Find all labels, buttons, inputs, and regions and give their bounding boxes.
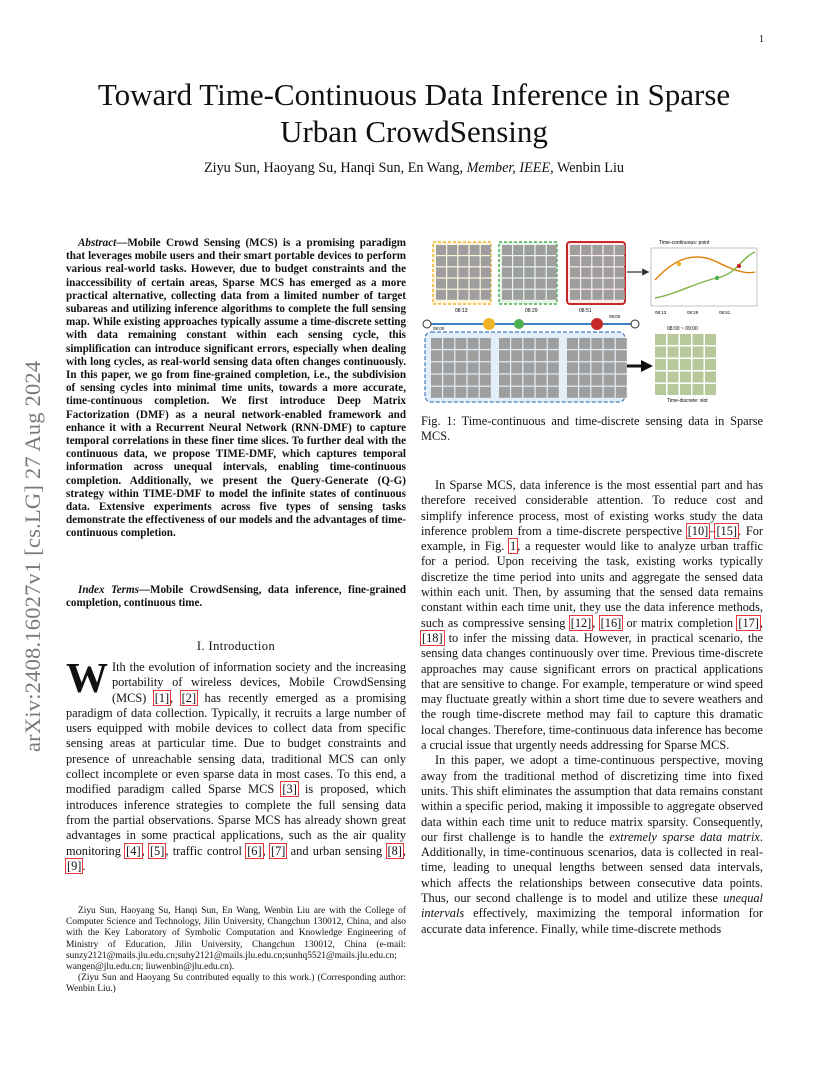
grid-cell <box>458 290 468 300</box>
grid-cell <box>480 350 491 361</box>
grid-cell <box>604 350 615 361</box>
grid-cell <box>536 362 547 373</box>
grid-cell <box>436 267 446 277</box>
grid-cell <box>604 256 614 266</box>
arxiv-identifier: arXiv:2408.16027v1 [cs.LG] 27 Aug 2024 <box>20 360 45 752</box>
grid-cell <box>604 290 614 300</box>
grid-cell <box>680 372 691 383</box>
grid-cell <box>680 384 691 395</box>
grid-cell <box>499 375 510 386</box>
grid-cell <box>447 256 457 266</box>
grid-cell <box>524 279 534 289</box>
grid-cell <box>668 334 679 345</box>
grid-cell <box>680 347 691 358</box>
grid-cell <box>470 245 480 255</box>
grid-cell <box>655 359 666 370</box>
grid-cell <box>523 350 534 361</box>
drop-cap: W <box>66 656 108 702</box>
index-terms-text: —Mobile CrowdSensing, data inference, fine-grained completion, continuous time. <box>66 584 406 610</box>
citation-link[interactable]: [9] <box>67 858 82 873</box>
footnote-affiliation: Ziyu Sun, Haoyang Su, Hanqi Sun, En Wang, Wenbin Liu are with the College of Computer Science and Technology, Jilin University, Changchun 130012, China, and also with the Key Laboratory of Symbolic Computation and Knowledge Engineering of Ministry of Education, Jilin University, Changchun 130012, China (e-mail: sunzy2121@mails.jlu.edu.cn;suhy2121@mails.jlu.edu.cn;sunhq5521@mails.jlu.edu.cn; wangen@jlu.edu.cn; liuwenbin@jlu.edu.cn). <box>66 906 406 973</box>
grid-cell <box>536 245 546 255</box>
index-terms-lead: Index Terms <box>78 584 139 596</box>
grid-cell <box>455 387 466 398</box>
grid-cell <box>524 290 534 300</box>
grid-cell <box>536 375 547 386</box>
grid-cell <box>436 245 446 255</box>
grid-cell <box>581 267 591 277</box>
citation-link[interactable]: [8] <box>387 843 402 858</box>
grid-cell <box>615 256 625 266</box>
range-label: 08:00 ~ 09:00 <box>667 326 698 332</box>
grid-cell <box>548 387 559 398</box>
grid-cell <box>468 387 479 398</box>
grid-cell <box>443 387 454 398</box>
grid-cell <box>499 338 510 349</box>
grid-cell <box>431 338 442 349</box>
grid-cell <box>431 375 442 386</box>
grid-cell <box>511 362 522 373</box>
grid-cell <box>615 290 625 300</box>
grid-cell <box>536 350 547 361</box>
text-run: , <box>262 843 270 858</box>
grid-cell <box>502 267 512 277</box>
grid-cell <box>604 387 615 398</box>
text-run: . <box>82 858 86 873</box>
grid-cell <box>513 279 523 289</box>
grid-cell <box>443 362 454 373</box>
grid-cell <box>591 387 602 398</box>
grid-cell <box>480 338 491 349</box>
grid-cell <box>579 338 590 349</box>
grid-cell <box>481 267 491 277</box>
grid-cell <box>570 256 580 266</box>
grid-cell <box>458 267 468 277</box>
grid-cell <box>481 245 491 255</box>
grid-cell <box>592 267 602 277</box>
grid-cell <box>705 359 716 370</box>
paragraph-sparse-mcs <box>421 478 763 753</box>
clock-end-icon <box>631 320 639 328</box>
grid-cell <box>470 279 480 289</box>
text-run: In Sparse MCS, data inference is the most essential part and has therefore received considerable attention. To reduce cost and simplify inference process, most of existing works study the data inference problem from a time-discrete perspective <box>421 478 763 538</box>
grid-cell <box>567 350 578 361</box>
grid-cell <box>458 279 468 289</box>
grid-cell <box>570 267 580 277</box>
citation-link[interactable]: [15] <box>716 523 738 538</box>
grid-cell <box>615 279 625 289</box>
text-run: , traffic control <box>165 843 247 858</box>
grid-cell <box>693 334 704 345</box>
grid-cell <box>581 245 591 255</box>
grid-cell <box>592 279 602 289</box>
citation-link[interactable]: [1] <box>154 690 170 705</box>
grid-cell <box>668 372 679 383</box>
grid-cell <box>536 338 547 349</box>
grid-cell <box>513 256 523 266</box>
grid-cell <box>548 338 559 349</box>
text-run: Ith the evolution of information society and the increasing portability of wireless devices, Mobile CrowdSensing (MCS) <box>112 660 406 705</box>
continuous-label: Time-continuous: point <box>659 240 710 246</box>
grid-cell <box>579 362 590 373</box>
grid-cell <box>523 375 534 386</box>
time-label-0851: 08:51 <box>579 308 592 314</box>
axis-start-label: 08:00 <box>433 326 445 331</box>
event-marker-red <box>591 318 603 330</box>
author-list <box>60 160 768 177</box>
text-run: , <box>141 843 149 858</box>
grid-cell <box>524 267 534 277</box>
grid-cell <box>470 290 480 300</box>
grid-cell <box>668 347 679 358</box>
grid-cell <box>548 350 559 361</box>
citation-link[interactable]: [2] <box>181 690 197 705</box>
grid-cell <box>615 267 625 277</box>
text-run: , <box>170 690 181 705</box>
grid-cell <box>481 256 491 266</box>
citation-link[interactable]: [3] <box>282 782 297 797</box>
grid-cell <box>499 387 510 398</box>
grid-cell <box>567 375 578 386</box>
grid-cell <box>455 338 466 349</box>
grid-cell <box>579 387 590 398</box>
grid-cell <box>547 267 557 277</box>
grid-cell <box>502 290 512 300</box>
text-run: . For example, in Fig. <box>421 523 764 554</box>
grid-cell <box>680 359 691 370</box>
grid-cell <box>436 256 446 266</box>
time-label-0813: 08:13 <box>455 308 468 314</box>
grid-cell <box>524 245 534 255</box>
grid-cell <box>548 375 559 386</box>
grid-cell <box>693 384 704 395</box>
grid-cell <box>693 372 704 383</box>
grid-cell <box>693 359 704 370</box>
grid-cell <box>655 384 666 395</box>
event-marker-green <box>514 319 524 329</box>
text-run: – <box>709 523 716 538</box>
citation-link[interactable]: [5] <box>149 843 165 858</box>
author-names-end: Wenbin Liu <box>553 160 625 176</box>
grid-cell <box>511 387 522 398</box>
grid-cell <box>481 290 491 300</box>
grid-cell <box>680 334 691 345</box>
index-terms <box>66 584 406 611</box>
text-run: , <box>592 615 600 630</box>
grid-cell <box>547 290 557 300</box>
citation-link[interactable]: [18] <box>422 630 443 645</box>
citation-link[interactable]: [4] <box>126 843 141 858</box>
grid-cell <box>604 267 614 277</box>
grid-cell <box>604 279 614 289</box>
page-number: 1 <box>759 34 764 45</box>
text-run: has recently emerged as a promising paradigm of data collection. Typically, it recruits a large number of users equipped with mobile devices to collect data from specific sensing areas at particular time. Due to budget constraints and presence of unreachable sensing data, traditional MCS can only collect incomplete or even sparse data in most cases. To this end, a modified paradigm called Sparse MCS <box>66 690 406 797</box>
grid-cell <box>655 334 666 345</box>
citation-link[interactable]: [12] <box>570 615 592 630</box>
grid-cell <box>579 375 590 386</box>
footnote <box>66 906 406 996</box>
point-marker <box>737 264 741 268</box>
grid-cell <box>616 350 627 361</box>
grid-cell <box>447 267 457 277</box>
grid-cell <box>581 290 591 300</box>
grid-cell <box>436 290 446 300</box>
grid-cell <box>616 338 627 349</box>
grid-cell <box>511 350 522 361</box>
grid-cell <box>470 267 480 277</box>
grid-cell <box>480 362 491 373</box>
grid-cell <box>523 362 534 373</box>
chart-time-0813: 08:13 <box>655 310 667 315</box>
citation-link[interactable]: 1 <box>510 539 517 554</box>
grid-cell <box>502 256 512 266</box>
section-heading-introduction: I. Introduction <box>196 639 276 653</box>
citation-link[interactable]: [6] <box>247 843 262 858</box>
grid-cell <box>468 362 479 373</box>
footnote-note: (Ziyu Sun and Haoyang Su contributed equally to this work.) (Corresponding author: Wenbin Liu.) <box>66 973 406 995</box>
citation-link[interactable]: [17] <box>738 615 759 630</box>
grid-cell <box>570 279 580 289</box>
time-label-0829: 08:29 <box>525 308 538 314</box>
p2-start: In this paper, we adopt a time-continuous perspective, moving away from the traditional method of discretizing time into fixed units. This shift eliminates the assumption that data remains constant within a specific period, making it impossible to aggregate observed data within each time unit to reduce matrix sparsity. Consequently, our first challenge is to handle the <box>421 753 763 844</box>
discrete-label: Time-discrete: slot <box>667 398 708 404</box>
grid-cell <box>455 375 466 386</box>
grid-cell <box>443 375 454 386</box>
grid-cell <box>536 387 547 398</box>
grid-cell <box>547 245 557 255</box>
grid-cell <box>436 279 446 289</box>
grid-cell <box>447 290 457 300</box>
grid-cell <box>447 245 457 255</box>
p2-emphasis-sparse: extremely sparse data matrix <box>609 829 760 844</box>
citation-link[interactable]: [7] <box>270 843 286 858</box>
grid-cell <box>570 290 580 300</box>
grid-cell <box>502 245 512 255</box>
grid-cell <box>604 375 615 386</box>
grid-cell <box>455 350 466 361</box>
axis-end-label: 09:00 <box>609 314 621 319</box>
grid-cell <box>523 338 534 349</box>
figure-1 <box>421 238 763 408</box>
grid-cell <box>655 372 666 383</box>
grid-cell <box>616 387 627 398</box>
grid-cell <box>567 362 578 373</box>
grid-cell <box>443 338 454 349</box>
text-run: to infer the missing data. However, in practical scenario, the sensing data changes continuously over time. Previous time-discrete approaches may cause significant errors on practical applications that are sensitive to change. For example, temperature or wind speed may fluctuate greatly within a short time due to severe weathers and the rough time-discrete method may fail to capture this dramatic local changes. Therefore, time-continuous data inference has become a crucial issue that urgently needs addressing for Sparse MCS. <box>421 630 763 753</box>
abstract-text: —Mobile Crowd Sensing (MCS) is a promising paradigm that leverages mobile users and their smart portable devices to perform various real-world tasks. However, due to budget constraints and the inaccessibility of certain areas, Sparse MCS has emerged as a more practical alternative, collecting data from a limited number of target subareas and utilizing inference algorithms to complete the full sensing map. While existing approaches typically assume a time-discrete setting with data remaining constant within each sensing cycle, this simplification can introduce significant errors, especially when dealing with long cycles, as real-world sensing data often changes continuously. In this paper, we go from fine-grained completion, i.e., the subdivision of sensing cycles into minimal time units, towards a more accurate, time-continuous completion. We first introduce Deep Matrix Factorization (DMF) as a neural network-enabled framework and enhance it with a Recurrent Neural Network (RNN-DMF) to capture temporal correlations in these finer time slices. To further deal with the continuous data, we propose TIME-DMF, which captures temporal information across unequal intervals, enabling time-continuous completion. Additionally, we present the Query-Generate (Q-G) strategy within TIME-DMF to model the infinite states of continuous data. Extensive experiments across five types of sensing tasks demonstrate the effectiveness of our models and the advantages of time-continuous completion. <box>66 237 406 540</box>
grid-cell <box>705 334 716 345</box>
grid-cell <box>480 387 491 398</box>
grid-cell <box>547 256 557 266</box>
grid-cell <box>592 256 602 266</box>
grid-cell <box>481 279 491 289</box>
grid-cell <box>591 350 602 361</box>
grid-cell <box>458 256 468 266</box>
grid-cell <box>655 347 666 358</box>
grid-cell <box>591 338 602 349</box>
grid-cell <box>455 362 466 373</box>
chart-time-0851: 08:51 <box>719 310 731 315</box>
grid-cell <box>615 245 625 255</box>
figure-caption <box>421 414 763 445</box>
grid-cell <box>524 256 534 266</box>
clock-start-icon <box>423 320 431 328</box>
grid-cell <box>591 375 602 386</box>
grid-cell <box>592 290 602 300</box>
author-names-start: Ziyu Sun, Haoyang Su, Hanqi Sun, En Wang, <box>203 160 467 176</box>
grid-cell <box>604 362 615 373</box>
grid-cell <box>458 245 468 255</box>
grid-cell <box>616 362 627 373</box>
grid-cell <box>523 387 534 398</box>
text-run: and urban sensing <box>286 843 387 858</box>
introduction-paragraph <box>66 656 407 874</box>
grid-cell <box>604 338 615 349</box>
paragraph-this-paper <box>421 753 763 937</box>
grid-cell <box>511 338 522 349</box>
grid-cell <box>511 375 522 386</box>
grid-cell <box>705 347 716 358</box>
citation-link[interactable]: [10] <box>687 523 709 538</box>
grid-cell <box>592 245 602 255</box>
chart-time-0829: 08:29 <box>687 310 699 315</box>
author-membership: Member, IEEE, <box>466 160 554 176</box>
grid-cell <box>447 279 457 289</box>
grid-cell <box>567 387 578 398</box>
grid-cell <box>570 245 580 255</box>
grid-cell <box>431 362 442 373</box>
text-run: , <box>402 843 406 858</box>
grid-cell <box>468 338 479 349</box>
grid-cell <box>604 245 614 255</box>
grid-cell <box>431 350 442 361</box>
grid-cell <box>581 279 591 289</box>
text-run: is proposed, which introduces inference strategies to complete the full sensing data from the partial observations. Sparse MCS has already shown great advantages in some practical applications, such as the air quality monitoring <box>66 782 407 858</box>
text-run: or matrix completion <box>622 615 738 630</box>
grid-cell <box>513 290 523 300</box>
grid-cell <box>548 362 559 373</box>
figure-1-illustration <box>421 238 763 408</box>
grid-cell <box>443 350 454 361</box>
p2-emphasis-intervals: unequal intervals <box>421 891 763 921</box>
abstract-lead: Abstract <box>78 237 117 249</box>
grid-cell <box>705 384 716 395</box>
event-marker-yellow <box>483 318 495 330</box>
figure-caption-text: Fig. 1: Time-continuous and time-discrete sensing data in Sparse MCS. <box>421 414 763 444</box>
text-run: , <box>759 615 764 630</box>
grid-cell <box>536 279 546 289</box>
p2-end: effectively, maximizing the temporal information for accurate data inference. Finally, while time-discrete methods <box>421 906 763 936</box>
grid-cell <box>470 256 480 266</box>
grid-cell <box>502 279 512 289</box>
p2-middle: . Additionally, in time-continuous scenarios, data is collected in real-time, leading to unequal lengths between sensed data intervals, which affects the relationships between consecutive data points. Thus, our second challenge is to model and utilize these <box>421 829 763 906</box>
grid-cell <box>567 338 578 349</box>
grid-cell <box>431 387 442 398</box>
grid-cell <box>499 350 510 361</box>
continuous-chart-frame <box>651 248 757 306</box>
grid-cell <box>547 279 557 289</box>
grid-cell <box>579 350 590 361</box>
paper-title: Toward Time-Continuous Data Inference in Sparse Urban CrowdSensing <box>97 77 731 149</box>
grid-cell <box>499 362 510 373</box>
point-marker <box>715 276 719 280</box>
grid-cell <box>468 350 479 361</box>
grid-cell <box>513 267 523 277</box>
grid-cell <box>591 362 602 373</box>
abstract <box>66 237 406 541</box>
grid-cell <box>536 267 546 277</box>
grid-cell <box>668 384 679 395</box>
grid-cell <box>536 256 546 266</box>
right-column-body <box>421 478 763 937</box>
grid-cell <box>468 375 479 386</box>
grid-cell <box>513 245 523 255</box>
grid-cell <box>668 359 679 370</box>
grid-cell <box>480 375 491 386</box>
intro-text <box>66 656 407 873</box>
grid-cell <box>705 372 716 383</box>
grid-cell <box>536 290 546 300</box>
grid-cell <box>616 375 627 386</box>
text-run: , a requester would like to analyze urban traffic for a period. Upon receiving the task, existing works typically discretize the time period into units and aggregate the sensed data within each unit. Then, by assuming that the sensed data remains constant within each time unit, they use the data inference methods, such as compressive sensing <box>421 539 763 630</box>
grid-cell <box>693 347 704 358</box>
point-marker <box>677 262 681 266</box>
citation-link[interactable]: [16] <box>600 615 622 630</box>
grid-cell <box>581 256 591 266</box>
